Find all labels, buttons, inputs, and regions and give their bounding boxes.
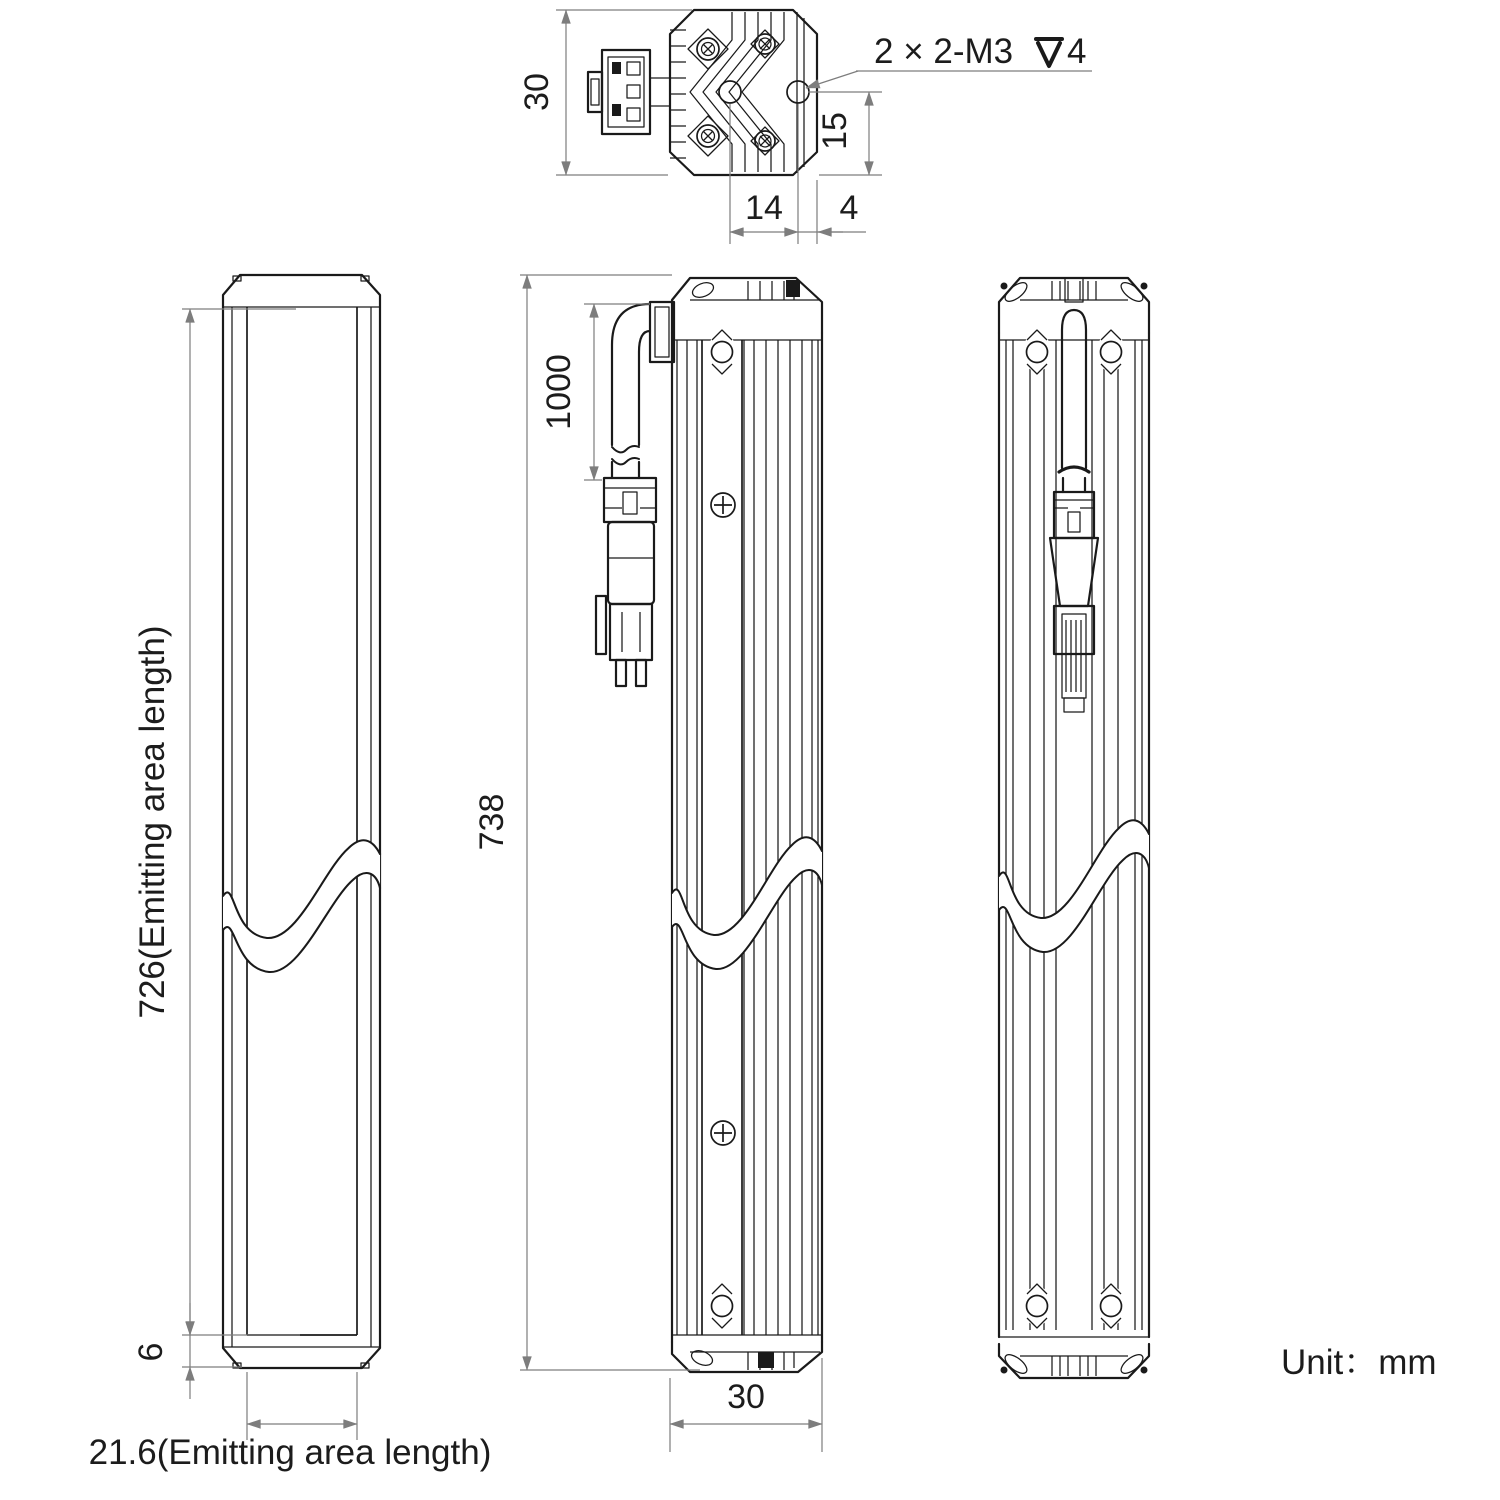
keyhole-slot [708, 1284, 736, 1328]
back-top-cap [999, 278, 1149, 333]
dim-hole-edge: 4 [839, 189, 859, 227]
side-body-fins [677, 340, 818, 1335]
heatsink-fins [670, 12, 784, 172]
thread-callout-depth: 4 [1067, 32, 1087, 71]
phillips-screw-icon [708, 1118, 738, 1148]
cap-nubs [233, 276, 369, 1368]
side-body-edges [672, 333, 822, 1342]
back-cable [1059, 310, 1089, 492]
m3-hole [719, 81, 741, 103]
dimension-lines [182, 10, 1092, 1452]
keyhole-slot [1097, 330, 1125, 374]
dim-bottom-margin: 6 [132, 1342, 170, 1362]
thread-callout-prefix: 2 × 2-M3 [874, 32, 1014, 71]
back-connector [1050, 492, 1098, 712]
side-bottom-cap [672, 1342, 822, 1372]
cap-slot [689, 1348, 714, 1368]
side-channel [702, 340, 742, 1335]
corner-screw-icon [755, 131, 775, 151]
keyhole-slot [1023, 330, 1051, 374]
dim-emitting-width: 21.6(Emitting area length) [88, 1433, 492, 1472]
corner-screw-icon [697, 125, 719, 147]
corner-screw-icon [697, 38, 719, 60]
phillips-screw-icon [708, 490, 738, 520]
break-band [999, 820, 1149, 952]
dim-emitting-length: 726(Emitting area length) [133, 625, 172, 1019]
dim-overall-length: 738 [473, 793, 511, 851]
top-view [588, 10, 817, 175]
unit-note: Unit：mm [1281, 1343, 1437, 1382]
dim-cable-length: 1000 [540, 354, 578, 430]
side-view [596, 278, 822, 1372]
cable-gland [650, 302, 674, 362]
cap-connector-block [786, 280, 800, 297]
dim-head-height: 30 [518, 73, 556, 111]
break-band [672, 837, 822, 969]
head-outline [670, 10, 817, 175]
power-connector [588, 50, 670, 134]
keyhole-slot [1023, 1284, 1051, 1328]
corner-screw-icon [755, 34, 775, 54]
depth-symbol-icon [1036, 39, 1062, 66]
front-view [223, 275, 380, 1368]
cable [612, 304, 650, 478]
keyhole-slot [1097, 1284, 1125, 1328]
front-inner-edges [232, 307, 371, 1347]
cable-connector [596, 478, 656, 686]
m3-hole [787, 81, 809, 103]
keyhole-slot [708, 330, 736, 374]
dimension-texts [89, 32, 1437, 1472]
cap-connector-block [758, 1352, 774, 1368]
emitting-area [247, 307, 357, 1335]
dim-body-width: 30 [727, 1378, 765, 1416]
dim-hole-offset: 15 [816, 112, 854, 150]
cap-slot [690, 280, 715, 300]
dim-hole-spacing: 14 [745, 189, 783, 227]
